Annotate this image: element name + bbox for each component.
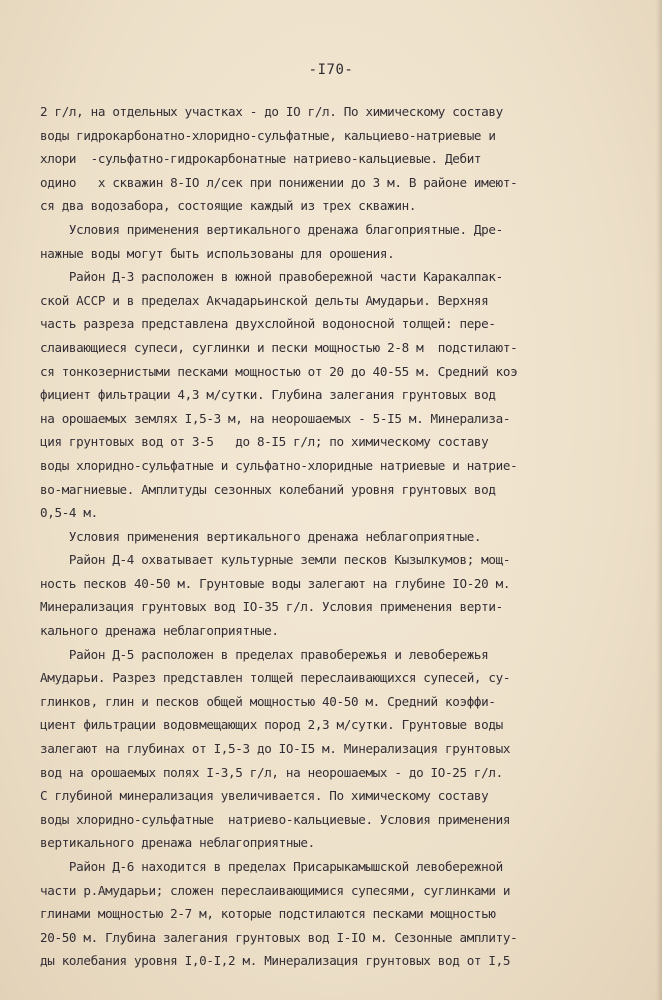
text-line: ся два водозабора, состоящие каждый из трех скважин. [40,198,417,214]
text-line: одино х скважин 8-IO л/сек при понижении до 3 м. В районе имеют- [40,174,518,190]
text-line: ской АССР и в пределах Акчадарьинской дельты Амударьи. Верхняя [40,292,489,308]
text-line: нажные воды могут быть использованы для орошения. [40,245,395,261]
text-line: во-магниевые. Амплитуды сезонных колебаний уровня грунтовых вод [40,481,496,497]
text-line: глинами мощностью 2-7 м, которые подстилаются песками мощностью [40,906,496,922]
text-line: части р.Амударьи; сложен переслаивающимися супесями, суглинками и [40,882,511,898]
text-line: Район Д-6 находится в пределах Присарыкамышской левобережной [40,859,503,874]
text-line: воды гидрокарбонатно-хлоридно-сульфатные, кальциево-натриевые и [40,127,496,143]
text-line: Минерализация грунтовых вод IO-35 г/л. Условия применения верти- [40,599,503,615]
text-line: слаивающиеся супеси, суглинки и пески мощностью 2-8 м подстилают- [40,339,518,355]
text-line: глинков, глин и песков общей мощностью 40-50 м. Средний коэффи- [40,693,496,709]
text-line: ция грунтовых вод от 3-5 до 8-I5 г/л; по химическому составу [40,434,489,450]
text-line: 0,5-4 м. [40,505,98,521]
text-line: вод на орошаемых полях I-3,5 г/л, на неорошаемых - до IO-25 г/л. [40,764,503,780]
text-line: циент фильтрации водовмещающих пород 2,3 м/сутки. Грунтовые воды [40,717,503,733]
text-line: 2 г/л, на отдельных участках - до IO г/л. По химическому составу [40,104,503,119]
page-number: -I70- [308,62,354,78]
text-line: ды колебания уровня I,0-I,2 м. Минерализация грунтовых вод от I,5 [40,953,511,969]
text-line: на орошаемых землях I,5-3 м, на неорошаемых - 5-I5 м. Минерализа- [40,410,511,426]
text-line: С глубиной минерализация увеличивается. По химическому составу [40,788,489,804]
text-line: Условия применения вертикального дренажа неблагоприятные. [40,528,482,544]
page-edge-shadow [656,0,662,1000]
text-line: Амударьи. Разрез представлен толщей переслаивающихся супесей, су- [40,670,511,686]
body-text [40,100,660,973]
text-line: Район Д-3 расположен в южной правобережной части Каракалпак- [40,269,503,285]
text-line: фициент фильтрации 4,3 м/сутки. Глубина залегания грунтовых вод [40,387,496,403]
text-line: вертикального дренажа неблагоприятные. [40,835,315,851]
text-line: кального дренажа неблагоприятные. [40,623,279,639]
text-line: ся тонкозернистыми песками мощностью от 20 до 40-55 м. Средний коэ [40,363,518,379]
text-line: воды хлоридно-сульфатные натриево-кальциевые. Условия применения [40,811,511,827]
text-line: 20-50 м. Глубина залегания грунтовых вод I-IO м. Сезонные амплиту- [40,929,518,945]
text-line: Район Д-4 охватывает культурные земли песков Кызылкумов; мощ- [40,552,511,568]
text-line: часть разреза представлена двухслойной водоносной толщей: пере- [40,316,496,332]
text-line: Условия применения вертикального дренажа благоприятные. Дре- [40,221,503,237]
text-line: ность песков 40-50 м. Грунтовые воды залегают на глубине IO-20 м. [40,575,511,591]
text-line: хлори -сульфатно-гидрокарбонатные натриево-кальциевые. Дебит [40,151,482,167]
text-line: Район Д-5 расположен в пределах правобережья и левобережья [40,646,489,662]
text-line: залегают на глубинах от I,5-3 до IO-I5 м. Минерализация грунтовых [40,741,511,757]
text-line: воды хлоридно-сульфатные и сульфатно-хлоридные натриевые и натрие- [40,457,518,473]
